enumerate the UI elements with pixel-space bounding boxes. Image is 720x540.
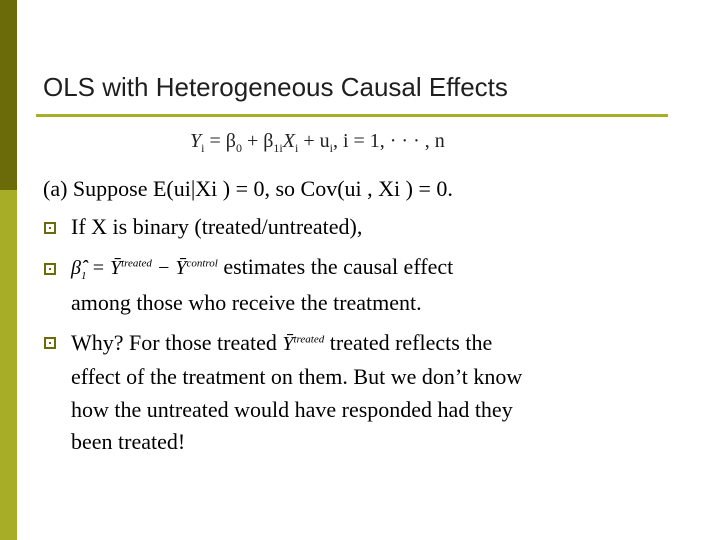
bullet-estimator: $\betâ_1$ = $Ȳ^{treated}$ − $Ȳ^{control}$ estimates the causal effect [71,254,454,282]
bullet-icon [44,263,56,275]
model-formula: $Y_i = \beta_0 + \beta_{1i}X_i + u_i$, i = 1, · · · , n [190,130,445,155]
bullet-binary: If X is binary (treated/untreated), [71,214,363,239]
bullet-icon [44,222,56,234]
assumption-line: (a) Suppose E(ui|Xi ) = 0, so Cov(ui , Xi ) = 0. [43,176,453,201]
side-bar-bottom [0,190,17,540]
bullet-estimator-cont: among those who receive the treatment. [71,290,422,315]
estimator-formula: $\betâ_1$ = $Ȳ^{treated}$ − $Ȳ^{control}$ [71,257,218,282]
side-bar-top [0,0,17,190]
bullet-icon [44,337,56,349]
bullet-why-line4: been treated! [71,429,186,454]
treated-mean-formula: $Ȳ^{treated}$ [282,333,325,355]
slide-title: OLS with Heterogeneous Causal Effects [43,72,508,102]
bullet-why: Why? For those treated $Ȳ^{treated}$ treated reflects the [71,330,493,355]
title-rule [36,114,668,117]
bullet-why-line2: effect of the treatment on them. But we don’t know [71,364,523,389]
bullet-why-line3: how the untreated would have responded had they [71,397,513,422]
